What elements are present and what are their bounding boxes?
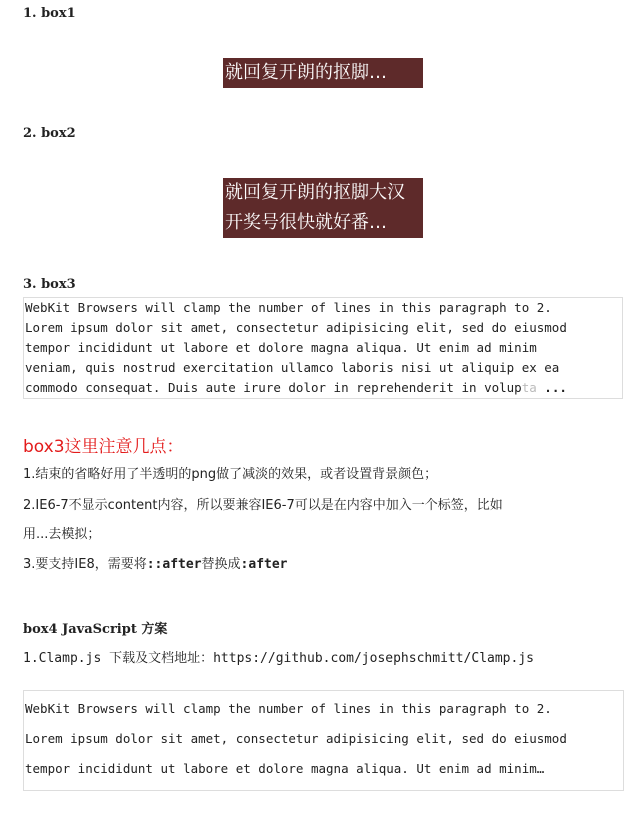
box3-faded-text: ta	[521, 380, 537, 395]
box3-line: tempor incididunt ut labore et dolore magna aliqua. Ut enim ad minim	[25, 340, 537, 355]
note-item-1: 1.结束的省略好用了半透明的png做了减淡的效果，或者设置背景颜色；	[23, 467, 438, 482]
note-item-2: 2.IE6-7不显示content内容，所以要兼容IE6-7可以是在内容中加入一个标签，比如	[23, 498, 503, 513]
box4-line: Lorem ipsum dolor sit amet, consectetur adipisicing elit, sed do eiusmod	[25, 731, 567, 746]
box4-paragraph	[23, 690, 624, 791]
note-item-3	[23, 552, 288, 578]
code-after-single: :after	[240, 557, 288, 572]
box3-line: WebKit Browsers will clamp the number of lines in this paragraph to 2.	[25, 300, 552, 315]
note-item-3-mid: 替换成	[201, 557, 241, 572]
box4-line: tempor incididunt ut labore et dolore magna aliqua. Ut enim ad minim…	[25, 761, 545, 776]
box4-heading: box4 JavaScript 方案	[23, 622, 168, 637]
box3-line: Lorem ipsum dolor sit amet, consectetur adipisicing elit, sed do eiusmod	[25, 320, 567, 335]
box1-clamped-text: 就回复开朗的抠脚…	[223, 58, 423, 88]
box3-line: veniam, quis nostrud exercitation ullamco laboris nisi ut aliquip ex ea	[25, 360, 560, 375]
box1-heading: 1. box1	[23, 6, 76, 21]
box2-line-1: 就回复开朗的抠脚大汉	[225, 182, 405, 203]
box2-heading: 2. box2	[23, 126, 76, 141]
clampjs-link-line[interactable]: 1.Clamp.js 下载及文档地址：https://github.com/josephschmitt/Clamp.js	[23, 651, 534, 666]
box2-clamped-block	[223, 178, 423, 238]
code-after-double: ::after	[146, 557, 202, 572]
box3-last-text: commodo consequat. Duis aute irure dolor in reprehenderit in volup	[25, 380, 522, 395]
box3-heading: 3. box3	[23, 277, 76, 292]
notes-title: box3这里注意几点：	[23, 437, 184, 457]
box3-ellipsis: ...	[536, 380, 567, 395]
box3-paragraph	[23, 297, 623, 399]
box4-line: WebKit Browsers will clamp the number of lines in this paragraph to 2.	[25, 701, 552, 716]
note-item-2-cont: 用...去模拟；	[23, 527, 101, 542]
box3-last-line	[24, 378, 622, 398]
box2-line-2: 开奖号很快就好番…	[225, 212, 387, 233]
note-item-3-prefix: 3.要支持IE8，需要将	[23, 557, 147, 572]
